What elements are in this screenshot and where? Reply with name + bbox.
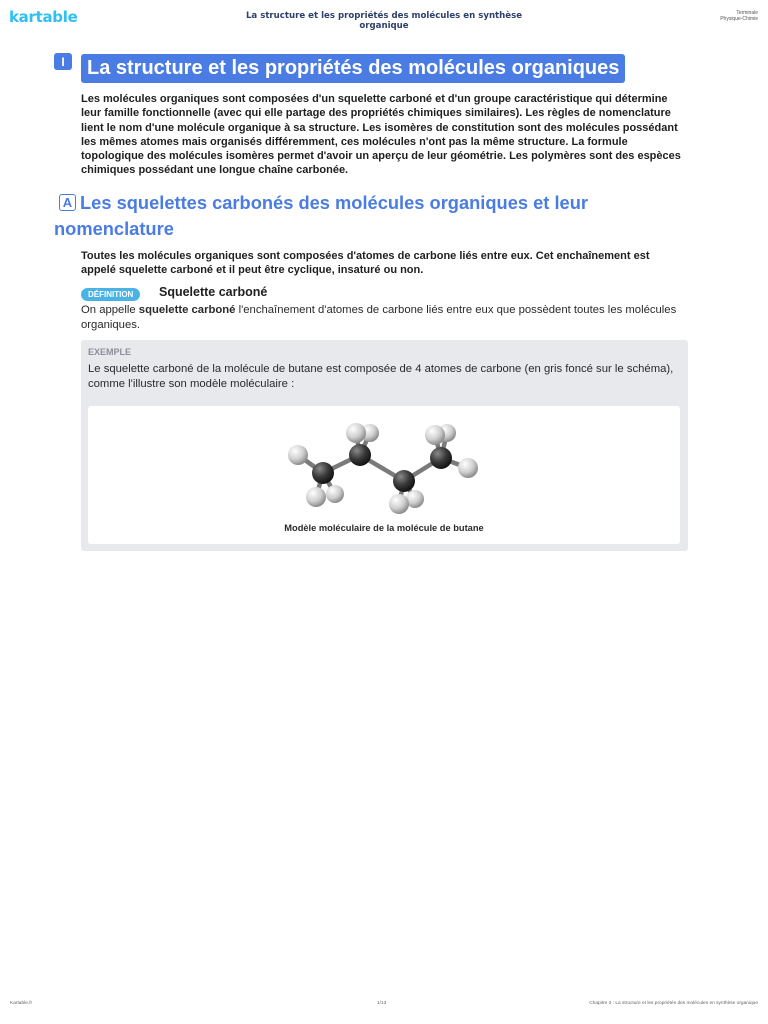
course-subject: Physique-Chimie [720,16,758,22]
definition-term: squelette carboné [138,304,236,316]
subsection-heading [54,190,674,242]
course-meta [720,10,758,22]
footer-chapter: Chapitre 3 : La structure et les propriétés des molécules en synthèse organique [589,1001,758,1006]
subsection-letter-badge: A [59,194,76,211]
course-level: Terminale [736,10,758,16]
example-label: EXEMPLE [88,347,132,357]
subsection-intro: Toutes les molécules organiques sont composées d'atomes de carbone liés entre eux. Cet enchaînement est appelé squelette carboné et il peut être cyclique, insaturé ou non. [81,250,650,277]
definition-text [81,303,681,332]
example-figure [88,406,680,544]
example-text: Le squelette carboné de la molécule de butane est composée de 4 atomes de carbone (en gris foncé sur le schéma), comme l'illustre son modèle moléculaire : [88,363,674,390]
figure-caption: Modèle moléculaire de la molécule de butane [284,523,484,533]
footer-page-number: 1/13 [377,1001,387,1006]
definition-badge: DÉFINITION [81,288,140,301]
section-title: La structure et les propriétés des molécules organiques [81,54,625,83]
kartable-logo[interactable]: kartable [9,8,78,26]
page-header [0,0,768,36]
subsection-title: Les squelettes carbonés des molécules organiques et leur nomenclature [54,192,588,239]
example-box [81,340,688,551]
definition-text-after: l'enchaînement d'atomes de carbone liés entre eux que possèdent toutes les molécules organiques. [81,304,677,331]
definition-title: Squelette carboné [159,285,268,299]
definition-text-before: On appelle [81,304,139,316]
document-title: La structure et les propriétés des molécules en synthèse organique [245,11,523,31]
section-number-badge: I [54,53,72,70]
section-intro: Les molécules organiques sont composées d'un squelette carboné et d'un groupe caractéristique qui détermine leur famille fonctionnelle (avec qui elle partage des propriétés chimiques similaires). Les règles de nomenclature lient le nom d'une molécule organique à sa structure. Les isomères de constitution sont des molécules possédant les mêmes atomes mais organisés différemment, ces molécules n'ont pas la même structure. La formule topologique des molécules isomères permet d'avoir un aperçu de leur géométrie. Les polymères sont des espèces chimiques possédant une longue chaîne carbonée. [81,93,681,177]
footer-site[interactable]: Kartable.fr [10,1001,33,1006]
butane-molecule-model [278,414,488,519]
page-footer [0,1001,768,1013]
